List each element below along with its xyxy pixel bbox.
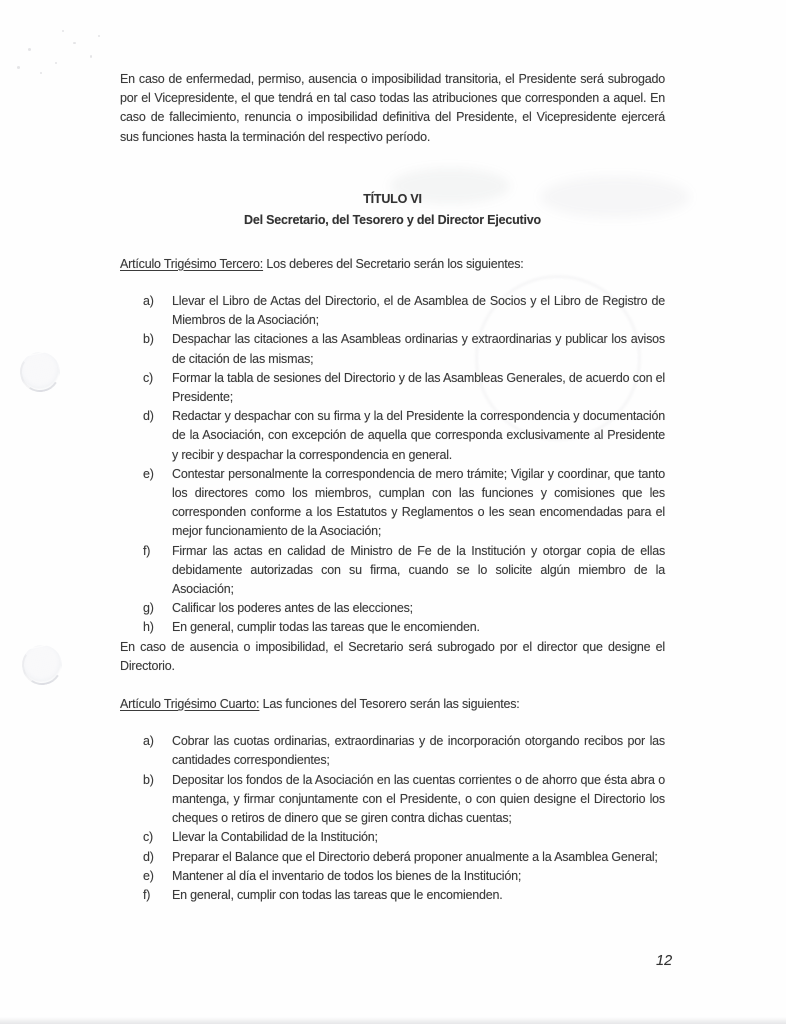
item-letter: c) <box>143 830 154 845</box>
article-33-intro-text: Los deberes del Secretario serán los siguientes: <box>263 256 524 271</box>
item-text: Despachar las citaciones a las Asambleas ordinarias y extraordinarias y publicar los avisos de citación de las mismas; <box>172 332 665 366</box>
title-block <box>120 189 665 231</box>
list-item <box>143 886 665 905</box>
hole-punch-shadow <box>16 348 63 395</box>
scan-speckle <box>55 62 57 64</box>
item-letter: b) <box>143 332 154 347</box>
scan-speckle <box>90 55 92 58</box>
item-text: Formar la tabla de sesiones del Directorio y de las Asambleas Generales, de acuerdo con el Presidente; <box>172 370 665 405</box>
item-letter: h) <box>143 620 154 635</box>
article-33-heading <box>120 255 665 274</box>
article-34-intro-text: Las funciones del Tesorero serán las siguientes: <box>259 697 520 712</box>
item-text: Llevar el Libro de Actas del Directorio, el de Asamblea de Socios y el Libro de Registro de Miembros de la Asociación; <box>172 294 665 328</box>
item-letter: f) <box>143 543 151 558</box>
article-34-label: Artículo Trigésimo Cuarto: <box>120 697 260 712</box>
list-item <box>143 330 665 368</box>
list-item <box>143 848 665 867</box>
hole-punch-shadow <box>18 641 65 688</box>
scan-speckle <box>28 48 31 51</box>
item-letter: e) <box>143 868 154 883</box>
list-item <box>143 465 665 542</box>
list-item <box>143 542 665 600</box>
item-text: Cobrar las cuotas ordinarias, extraordinarias y de incorporación otorgando recibos por las cantidades correspondientes; <box>172 734 665 768</box>
list-item <box>143 771 665 829</box>
title-subject: Del Secretario, del Tesorero y del Director Ejecutivo <box>244 212 541 227</box>
scan-speckle <box>17 66 20 69</box>
list-item <box>143 867 665 886</box>
title-number: TÍTULO VI <box>363 191 422 206</box>
list-item <box>143 828 665 847</box>
item-text: Llevar la Contabilidad de la Institución; <box>172 830 378 845</box>
article-33-closing: En caso de ausencia o imposibilidad, el Secretario será subrogado por el director que designe el Directorio. <box>120 639 665 673</box>
item-text: En general, cumplir todas las tareas que le encomienden. <box>172 620 480 635</box>
item-text: En general, cumplir con todas las tareas que le encomienden. <box>172 887 503 902</box>
item-letter: a) <box>143 734 154 749</box>
list-item <box>143 292 665 330</box>
scan-speckle <box>73 42 76 44</box>
item-letter: e) <box>143 466 154 481</box>
article-34-list <box>143 732 665 905</box>
article-33-label: Artículo Trigésimo Tercero: <box>120 256 264 271</box>
scan-bottom-edge <box>0 1017 786 1024</box>
item-letter: g) <box>143 601 154 616</box>
item-text: Firmar las actas en calidad de Ministro de Fe de la Institución y otorgar copia de ellas debidamente autorizadas con su firma, cuando se lo solicite algún miembro de la Asociación; <box>172 543 665 597</box>
scan-speckle <box>62 30 64 32</box>
list-item <box>143 732 665 770</box>
intro-paragraph: En caso de enfermedad, permiso, ausencia o imposibilidad transitoria, el Presidente será subrogado por el Vicepresidente, el que tendrá en tal caso todas las atribuciones que corresponden a aquel. En caso de fallecimiento, renuncia o imposibilidad definitiva del Presidente, el Vicepresidente ejercerá sus funciones hasta la terminación del respectivo período. <box>120 72 665 144</box>
page-number: 12 <box>656 953 673 969</box>
item-letter: f) <box>143 887 151 902</box>
item-letter: d) <box>143 849 154 864</box>
item-text: Preparar el Balance que el Directorio deberá proponer anualmente a la Asamblea General; <box>172 849 658 864</box>
list-item <box>143 369 665 407</box>
item-letter: a) <box>143 294 154 309</box>
article-34-heading <box>120 695 665 714</box>
item-text: Calificar los poderes antes de las elecciones; <box>172 601 413 616</box>
item-letter: c) <box>143 370 154 385</box>
list-item <box>143 618 665 637</box>
item-text: Contestar personalmente la correspondencia de mero trámite; Vigilar y coordinar, que tanto los directores como los miembros, cumplan con las funciones y comisiones que les corresponden conforme a los Estatutos y Reglamentos o les sean encomendadas para el mejor funcionamiento de la Asociación; <box>172 466 665 539</box>
item-text: Redactar y despachar con su firma y la del Presidente la correspondencia y documentación de la Asociación, con excepción de aquella que corresponda exclusivamente al Presidente y recibir y despachar la correspondencia en general. <box>172 409 665 462</box>
document-content <box>120 70 665 905</box>
scan-speckle <box>40 72 42 74</box>
item-text: Mantener al día el inventario de todos los bienes de la Institución; <box>172 868 522 883</box>
item-text: Depositar los fondos de la Asociación en las cuentas corrientes o de ahorro que ésta abra o mantenga, y firmar conjuntamente con el Presidente, o con quien designe el Directorio los cheques o retiros de dinero que se giren contra dichas cuentas; <box>172 772 665 826</box>
scan-speckle <box>98 35 100 37</box>
list-item <box>143 407 665 465</box>
list-item <box>143 599 665 618</box>
item-letter: d) <box>143 409 154 424</box>
item-letter: b) <box>143 772 154 787</box>
article-33-list <box>143 292 665 638</box>
